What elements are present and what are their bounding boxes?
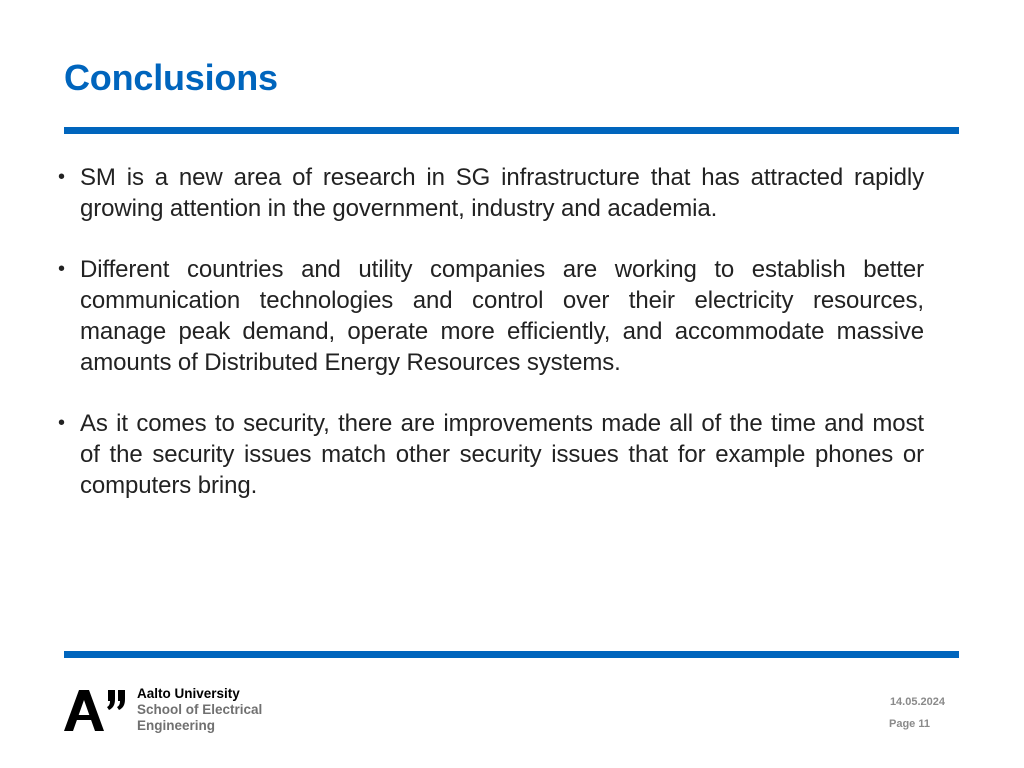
title-divider <box>64 127 959 134</box>
footer-divider <box>64 651 959 658</box>
logo-university-name: Aalto University <box>137 686 240 701</box>
bullet-list <box>58 162 924 531</box>
bullet-text: SM is a new area of research in SG infrastructure that has attracted rapidly growing attention in the government, industry and academia. <box>80 164 924 222</box>
bullet-item <box>58 408 924 501</box>
page-number: Page 11 <box>889 718 930 730</box>
bullet-text: As it comes to security, there are improvements made all of the time and most of the security issues match other security issues that for example phones or computers bring. <box>80 410 924 499</box>
bullet-marker: • <box>58 166 65 188</box>
logo-text <box>137 686 262 734</box>
bullet-marker: • <box>58 258 65 280</box>
bullet-marker: • <box>58 412 65 434</box>
bullet-text: Different countries and utility companies are working to establish better communication technologies and control over their electricity resources, manage peak demand, operate more efficiently, and accommodate massive amounts of Distributed Energy Resources systems. <box>80 256 924 376</box>
bullet-item <box>58 254 924 378</box>
footer-date: 14.05.2024 <box>889 696 945 708</box>
aalto-logo <box>64 686 304 736</box>
logo-school-name-cont: Engineering <box>137 718 216 733</box>
slide-title: Conclusions <box>64 57 278 98</box>
aalto-a-logo-icon <box>64 688 128 732</box>
logo-school-name: School of Electrical <box>137 702 263 717</box>
bullet-item <box>58 162 924 224</box>
